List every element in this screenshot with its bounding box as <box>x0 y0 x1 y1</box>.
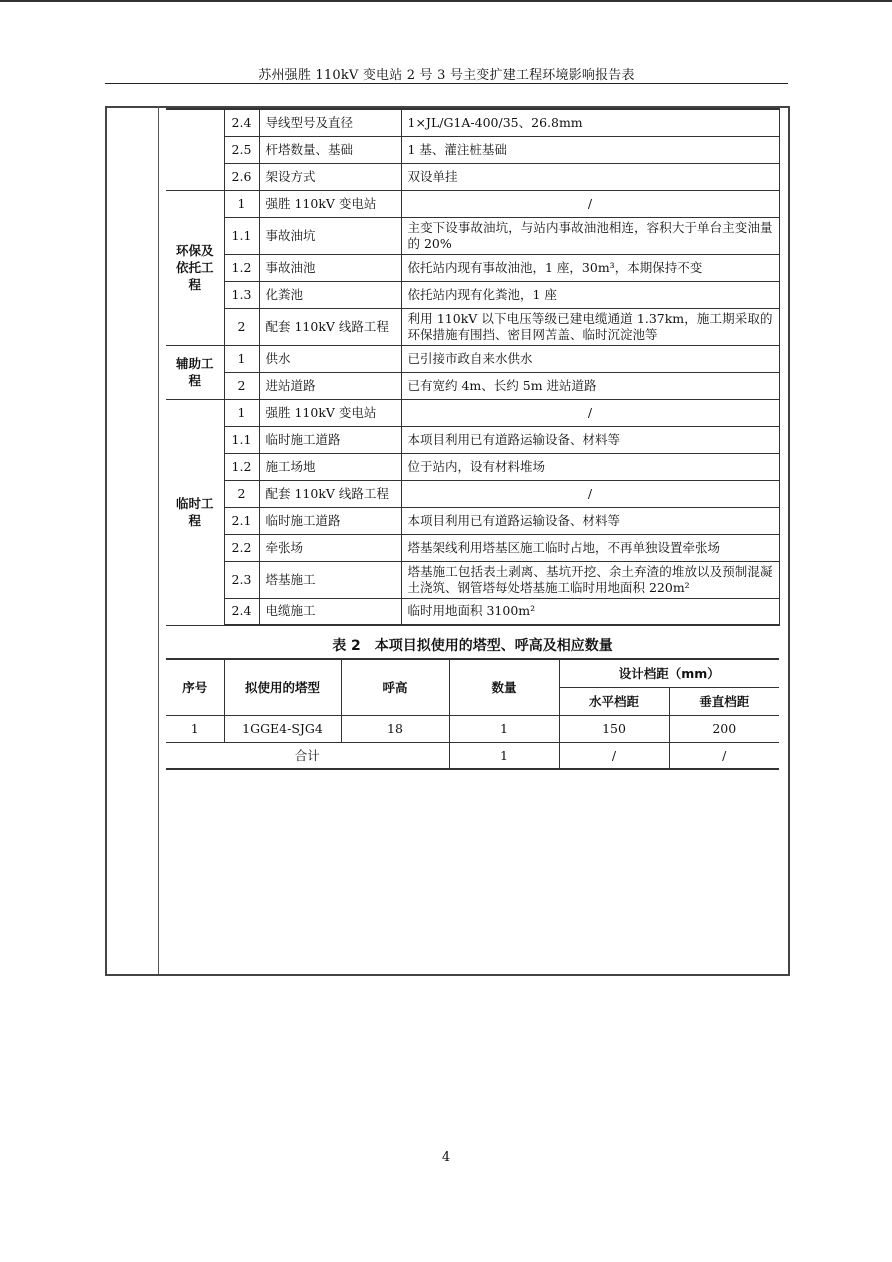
row-number: 1.1 <box>224 217 259 254</box>
table-row <box>166 715 779 742</box>
table-row <box>166 453 779 480</box>
table-row <box>166 308 779 345</box>
cell-quantity: 1 <box>449 715 559 742</box>
table-row <box>166 136 779 163</box>
table-row <box>166 507 779 534</box>
row-name: 配套 110kV 线路工程 <box>259 480 401 507</box>
cell-seq: 1 <box>166 715 224 742</box>
table-row <box>166 281 779 308</box>
header-call-height: 呼高 <box>341 659 449 715</box>
total-row <box>166 742 779 769</box>
row-name: 导线型号及直径 <box>259 109 401 136</box>
row-name: 临时施工道路 <box>259 507 401 534</box>
row-description: 本项目利用已有道路运输设备、材料等 <box>401 507 779 534</box>
row-description: 利用 110kV 以下电压等级已建电缆通道 1.37km，施工期采取的环保措施有围挡、密目网苫盖、临时沉淀池等 <box>401 308 779 345</box>
table-row <box>166 345 779 372</box>
row-description: 主变下设事故油坑，与站内事故油池相连，容积大于单台主变油量的 20% <box>401 217 779 254</box>
table-row <box>166 598 779 625</box>
row-name: 电缆施工 <box>259 598 401 625</box>
table-row <box>166 217 779 254</box>
row-name: 杆塔数量、基础 <box>259 136 401 163</box>
row-number: 2 <box>224 372 259 399</box>
row-number: 2.4 <box>224 598 259 625</box>
row-name: 配套 110kV 线路工程 <box>259 308 401 345</box>
row-name: 事故油池 <box>259 254 401 281</box>
header-seq: 序号 <box>166 659 224 715</box>
category-env-protection: 环保及依托工程 <box>166 190 224 345</box>
row-number: 2.6 <box>224 163 259 190</box>
table-row <box>166 190 779 217</box>
row-name: 塔基施工 <box>259 561 401 598</box>
table-row <box>166 163 779 190</box>
total-horizontal: / <box>559 742 669 769</box>
header-design-span: 设计档距（mm） <box>559 659 779 687</box>
table-row <box>166 480 779 507</box>
row-description: 依托站内现有事故油池，1 座，30m³，本期保持不变 <box>401 254 779 281</box>
row-name: 强胜 110kV 变电站 <box>259 190 401 217</box>
row-name: 事故油坑 <box>259 217 401 254</box>
row-number: 1.3 <box>224 281 259 308</box>
table-row <box>166 372 779 399</box>
row-description: / <box>401 480 779 507</box>
row-number: 1 <box>224 399 259 426</box>
project-composition-table <box>166 108 780 626</box>
page-top-border <box>0 0 892 2</box>
cell-horizontal-span: 150 <box>559 715 669 742</box>
header-horizontal-span: 水平档距 <box>559 687 669 715</box>
table-row <box>166 109 779 136</box>
page-number: 4 <box>441 1150 451 1165</box>
row-name: 强胜 110kV 变电站 <box>259 399 401 426</box>
row-description: 双设单挂 <box>401 163 779 190</box>
cell-vertical-span: 200 <box>669 715 779 742</box>
row-description: 塔基架线利用塔基区施工临时占地，不再单独设置牵张场 <box>401 534 779 561</box>
row-description: 位于站内，设有材料堆场 <box>401 453 779 480</box>
table-header-row <box>166 659 779 687</box>
cell-tower-type: 1GGE4-SJG4 <box>224 715 341 742</box>
row-description: 已引接市政自来水供水 <box>401 345 779 372</box>
table-row <box>166 426 779 453</box>
table-row <box>166 254 779 281</box>
tower-type-table <box>166 658 779 770</box>
row-name: 架设方式 <box>259 163 401 190</box>
header-quantity: 数量 <box>449 659 559 715</box>
row-number: 1 <box>224 345 259 372</box>
total-quantity: 1 <box>449 742 559 769</box>
table-row <box>166 534 779 561</box>
row-description: 1×JL/G1A-400/35、26.8mm <box>401 109 779 136</box>
row-number: 2 <box>224 480 259 507</box>
category-cell-blank <box>166 109 224 190</box>
row-name: 牵张场 <box>259 534 401 561</box>
outer-divider-line <box>158 106 159 974</box>
page-header: 苏州强胜 110kV 变电站 2 号 3 号主变扩建工程环境影响报告表 <box>258 68 635 83</box>
header-tower-type: 拟使用的塔型 <box>224 659 341 715</box>
row-description: 依托站内现有化粪池，1 座 <box>401 281 779 308</box>
row-description: 1 基、灌注桩基础 <box>401 136 779 163</box>
row-description: 塔基施工包括表土剥离、基坑开挖、余土弃渣的堆放以及预制混凝土浇筑、钢管塔每处塔基施工临时用地面积 220m² <box>401 561 779 598</box>
row-number: 2.5 <box>224 136 259 163</box>
header-vertical-span: 垂直档距 <box>669 687 779 715</box>
row-number: 2.1 <box>224 507 259 534</box>
header-rule <box>105 83 788 84</box>
total-label: 合计 <box>166 742 449 769</box>
row-name: 进站道路 <box>259 372 401 399</box>
total-vertical: / <box>669 742 779 769</box>
row-description: 本项目利用已有道路运输设备、材料等 <box>401 426 779 453</box>
row-number: 1.2 <box>224 254 259 281</box>
row-number: 2.3 <box>224 561 259 598</box>
row-number: 1.1 <box>224 426 259 453</box>
row-name: 化粪池 <box>259 281 401 308</box>
row-description: / <box>401 399 779 426</box>
row-name: 临时施工道路 <box>259 426 401 453</box>
table2-caption: 表 2 本项目拟使用的塔型、呼高及相应数量 <box>332 638 613 654</box>
row-name: 供水 <box>259 345 401 372</box>
row-number: 2 <box>224 308 259 345</box>
row-number: 1.2 <box>224 453 259 480</box>
cell-call-height: 18 <box>341 715 449 742</box>
row-description: / <box>401 190 779 217</box>
row-name: 施工场地 <box>259 453 401 480</box>
category-auxiliary: 辅助工程 <box>166 345 224 399</box>
row-number: 2.2 <box>224 534 259 561</box>
row-number: 2.4 <box>224 109 259 136</box>
category-temporary: 临时工程 <box>166 399 224 625</box>
row-description: 已有宽约 4m、长约 5m 进站道路 <box>401 372 779 399</box>
row-number: 1 <box>224 190 259 217</box>
row-description: 临时用地面积 3100m² <box>401 598 779 625</box>
table-row <box>166 399 779 426</box>
table-row <box>166 561 779 598</box>
